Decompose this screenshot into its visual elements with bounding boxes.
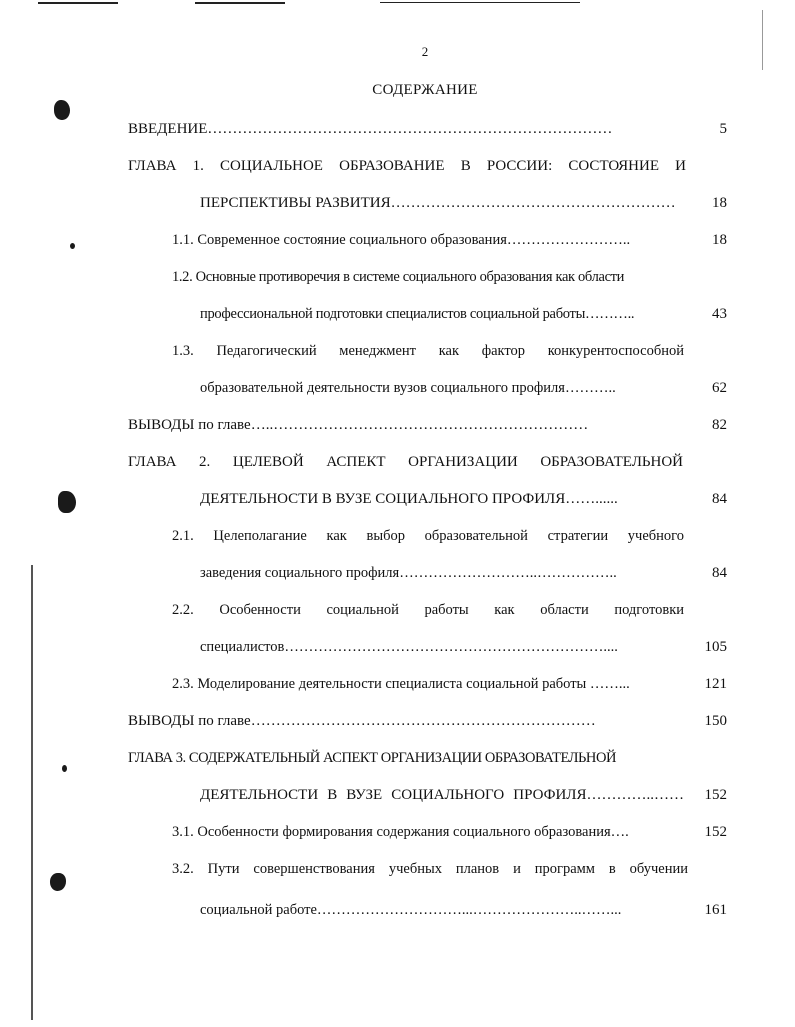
toc-chapter-2-line-1: ГЛАВА 2. ЦЕЛЕВОЙ АСПЕКТ ОРГАНИЗАЦИИ ОБРАЗОВАТЕЛЬНОЙ [128,454,683,470]
toc-conclusions-chapter-1: ВЫВОДЫ по главе…..……………………………………………………… [128,417,589,433]
toc-entry-intro: ВВЕДЕНИЕ……………………………………………………………………… [128,121,613,137]
toc-section-2-1-line-2: заведения социального профиля………………………..…………….. [200,565,617,581]
toc-page-conclusions-chapter-1: 82 [712,417,727,433]
toc-section-3-2-line-1: 3.2. Пути совершенствования учебных планов и программ в обучении [172,861,688,877]
scan-edge-right [762,10,763,70]
toc-page-section-3-1: 152 [704,824,727,840]
toc-section-2-2-line-1: 2.2. Особенности социальной работы как области подготовки [172,602,684,618]
toc-section-1-3-line-1: 1.3. Педагогический менеджмент как фактор конкурентоспособной [172,343,684,359]
scan-edge-top-2 [195,2,285,4]
toc-chapter-2-line-2: ДЕЯТЕЛЬНОСТИ В ВУЗЕ СОЦИАЛЬНОГО ПРОФИЛЯ……...... [200,491,618,507]
toc-title: СОДЕРЖАНИЕ [372,82,478,98]
toc-section-3-2-line-2: социальной работе…………………………...…………………..……... [200,902,622,918]
punch-hole-mark-2 [70,243,75,249]
toc-chapter-1-line-1: ГЛАВА 1. СОЦИАЛЬНОЕ ОБРАЗОВАНИЕ В РОССИИ: СОСТОЯНИЕ И [128,158,686,174]
toc-conclusions-chapter-2: ВЫВОДЫ по главе…………………………………………………………… [128,713,596,729]
toc-section-3-1: 3.1. Особенности формирования содержания социального образования…. [172,824,629,840]
punch-hole-mark-3 [58,491,76,513]
toc-section-1-1: 1.1. Современное состояние социального образования…………………….. [172,232,631,248]
scan-edge-left [31,565,33,1020]
toc-chapter-3-line-1: ГЛАВА 3. СОДЕРЖАТЕЛЬНЫЙ АСПЕКТ ОРГАНИЗАЦИИ ОБРАЗОВАТЕЛЬНОЙ [128,750,616,766]
toc-section-1-2-line-2: профессиональной подготовки специалистов социальной работы……….. [200,306,635,322]
toc-page-section-1-1: 18 [712,232,727,248]
toc-chapter-3-line-2: ДЕЯТЕЛЬНОСТИ В ВУЗЕ СОЦИАЛЬНОГО ПРОФИЛЯ…………..…… [200,787,684,803]
toc-section-2-2-line-2: специалистов………………………………………………………….... [200,639,618,655]
toc-page-chapter-1: 18 [712,195,727,211]
toc-section-1-3-line-2: образовательной деятельности вузов социального профиля……….. [200,380,616,396]
scan-edge-top [38,2,118,4]
toc-page-section-3-2: 161 [704,902,727,918]
toc-page-chapter-2: 84 [712,491,727,507]
toc-page-section-2-2: 105 [704,639,727,655]
scan-edge-top-3 [380,2,580,3]
toc-page-section-2-3: 121 [704,676,727,692]
toc-section-2-1-line-1: 2.1. Целеполагание как выбор образовательной стратегии учебного [172,528,684,544]
toc-page-section-2-1: 84 [712,565,727,581]
toc-page-conclusions-chapter-2: 150 [704,713,727,729]
toc-section-1-2-line-1: 1.2. Основные противоречия в системе социального образования как области [172,269,625,285]
page-number: 2 [421,44,429,59]
toc-chapter-1-line-2: ПЕРСПЕКТИВЫ РАЗВИТИЯ………………………………………………… [200,195,676,211]
toc-page-section-1-2: 43 [712,306,727,322]
toc-page-chapter-3: 152 [704,787,727,803]
punch-hole-mark-5 [50,873,66,891]
toc-page-intro: 5 [719,121,727,137]
punch-hole-mark-4 [62,765,67,772]
toc-section-2-3: 2.3. Моделирование деятельности специалиста социальной работы ……... [172,676,630,692]
punch-hole-mark-1 [54,100,70,120]
toc-page-section-1-3: 62 [712,380,727,396]
